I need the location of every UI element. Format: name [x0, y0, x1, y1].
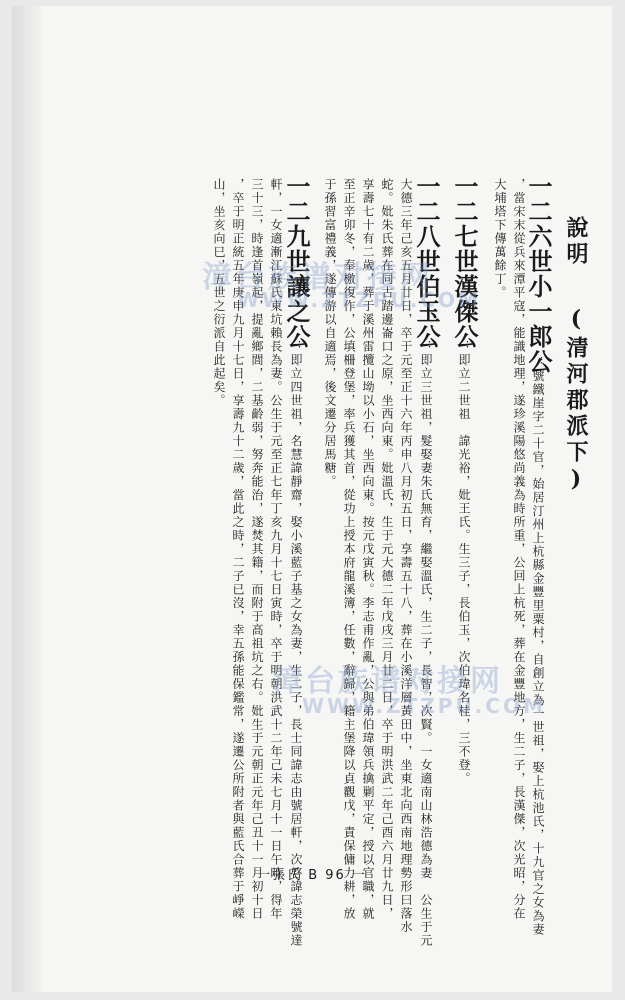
- generation-heading: 一二九世讓之公: [282, 174, 311, 349]
- text-column: 三十三，時逢首嶺起，提亂鄉閭，二基齡弱，努奔能治，遂焚其籍，而附于高祖坑之右。妣生于元朝正元年己丑十一月初十日: [250, 178, 264, 921]
- text-column: 享壽七十有二歲，葬于溪州雷攬山坳以小石，坐西向東。按元戊寅秋。李志甫作亂，公與弟伯瑋領兵擒剿平定，授以官職，就: [361, 178, 375, 921]
- text-column: ：號鐵崖字二十官，始居汀州上杭縣金豐里粟村，自創立為一世祖，娶上杭池氏，十九官之女為妻: [531, 356, 545, 937]
- page-footer: 一張氏 B 96 一: [257, 868, 367, 883]
- document-page: [12, 6, 612, 992]
- generation-heading: 一二六世小一郎公: [524, 174, 553, 374]
- text-column: ：即立三世祖，髮娶妻朱氏無育，繼娶溫氏，生二子，長智，次賢。一女適南山林浩德為妻 公生于元: [419, 340, 433, 948]
- text-column: ：即立二世祖 諱光裕，妣王氏。生三子，長伯玉，次伯瑋名桂，三不登。: [457, 340, 471, 786]
- text-column: 至正辛卯冬，奉檄復作，公填柵登堡，率兵獲其首，從功上授本府龍溪簿，任數，辭歸，籍主堡降以貞觀戊，責保傭力耕，放: [342, 178, 356, 921]
- generation-heading: 一二八世伯玉公: [412, 174, 441, 349]
- text-column: 山，坐亥向巳，五世之衍派自此起矣。: [212, 178, 226, 408]
- text-column: ，當宋末從兵來潭平寇，能識地理，遂珍溪陽悠尚義為時所重，公回上杭死，葬在金豐地方，生二子，長漢傑，次光昭，分在: [512, 178, 526, 921]
- text-column: 蛇。妣朱氏葬在同古踏邊崙口之原，坐西向東。妣溫氏，生于元大德二年戊戌三月廿二日，卒于明洪武二年己酉六月廿九日，: [380, 178, 394, 921]
- text-column: ，卒于明正統五年庚申九月十七日，享壽九十二歲，當此之時，二子已沒，幸五孫能保鑑常，遂遷公所附者與藍氏合葬于崢嶸: [231, 178, 245, 921]
- section-subtitle: (清河郡派下): [563, 306, 589, 496]
- watermark-text: 漳台族谱对接网: [272, 664, 503, 699]
- text-column: 大埔塔下傳萬餘丁。: [493, 178, 507, 300]
- watermark-text: 漳台族谱对接网: [202, 260, 433, 295]
- watermark-url: WWW.ZTZPU.COM: [237, 288, 481, 312]
- text-column: ：即立四世祖，名慧諱靜齋，娶小溪藍子基之女為妻，生二子，長士同諱志由號居軒，次啓諱志榮號達: [289, 340, 303, 948]
- section-title: 說明: [563, 216, 589, 268]
- generation-heading: 一二七世漢傑公: [450, 174, 479, 349]
- page-binding-shadow: [12, 6, 42, 992]
- text-column: 軒，一女適漸江蘇氏東坑賴長為妻。公生于元至正七年丁亥九月十七日寅時，卒于明朝洪武十二年己未七月十一日午時，得年: [269, 178, 283, 921]
- text-column: 大德三年己亥五月廿日，卒于元至正十六年丙申八月初五日，享壽五十八，葬在小溪洋層黃田中，坐東北向西南地理勢形曰落水: [399, 178, 413, 934]
- text-column: 于孫習富禮義，遂傳游以自適焉，後文遷分居馬糖。: [323, 178, 337, 489]
- watermark-url: WWW.ZTZPU.COM: [302, 694, 546, 718]
